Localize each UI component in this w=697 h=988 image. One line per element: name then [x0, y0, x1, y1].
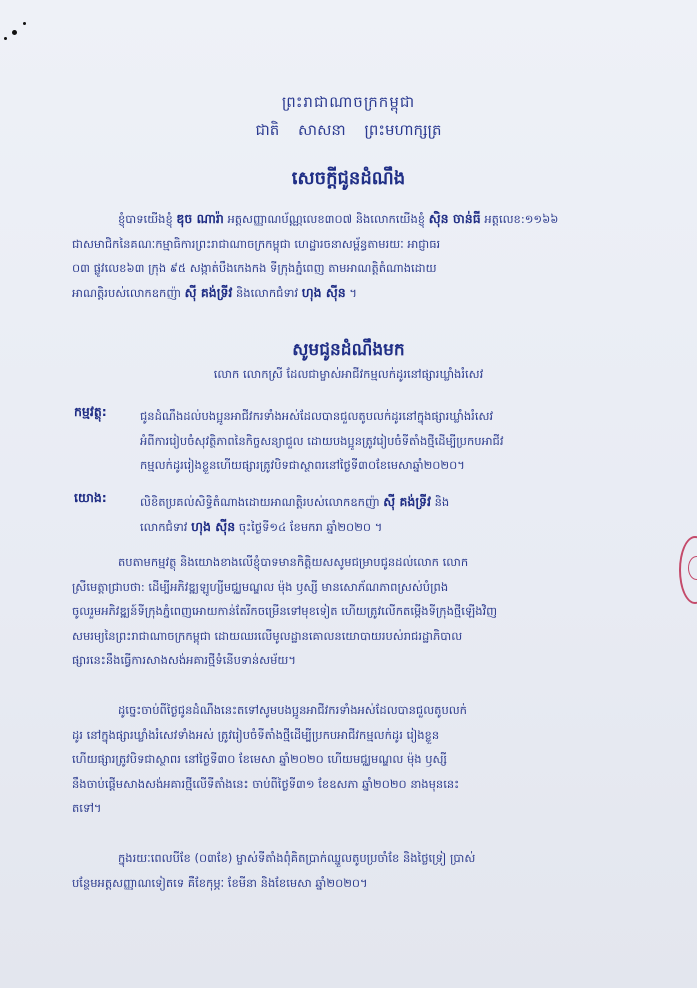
ink-speck — [12, 30, 17, 35]
subject-text: ជូនដំណឹងដល់បងប្អូនអាជីវករទាំងអស់ដែលបានជួលតូបលក់ដូរនៅក្នុងផ្សារឃ្លាំងរំសេវ អំពីការរៀបចំសុវត្ថិភាពនៃកិច្ចសន្យាជួល ដោយបងប្អូនត្រូវរៀបចំទីតាំងថ្មីដើម្បីប្រកបអាជីវ កម្មលក់ដូររៀងខ្លួនហើយផ្សារត្រូវបិទជាស្ថាពរនៅថ្ងៃទី៣០ខែមេសាឆ្នាំ២០២០។ — [140, 409, 504, 472]
reference-label: យោង: — [74, 490, 107, 505]
body-paragraph-2: ដូច្នេះចាប់ពីថ្ងៃជូនដំណឹងនេះតទៅសូមបងប្អូនអាជីវករទាំងអស់ដែលបានជួលតូបលក់ ដូរ នៅក្នុងផ្សារឃ្លាំងរំសេវទាំងអស់ ត្រូវរៀបចំទីតាំងថ្មីដើម្បីប្រកបអាជីវកម្មលក់ដូរ រៀងខ្លួន ហើយផ្សារត្រូវបិទជាស្ថាពរ នៅថ្ងៃទី៣០ ខែមេសា ឆ្នាំ២០២០ ហើយមជ្ឈមណ្ឌល ម៉ុង ឫស្សី នឹងចាប់ផ្តើមសាងសង់អគារថ្មីលើទីតាំងនេះ ចាប់ពីថ្ងៃទី៣១ ខែឧសភា ឆ្នាំ២០២០ នាងមុននេះ តទៅ។ — [72, 703, 467, 815]
name-sin-chanthy: ស៊ិន ចាន់ធី — [428, 211, 481, 226]
name-ouch-nary: ឌុច ណារ៉ា — [176, 211, 224, 226]
intro-line-1: ខ្ញុំបាទយើងខ្ញុំ ឌុច ណារ៉ា អត្តសញ្ញាណប័ណ្ណលេខ៣០៧ និងលោកយើងខ្ញុំ ស៊ិន ចាន់ធី អត្តលេខ:១១៦៦ — [118, 211, 559, 226]
notice-heading: សូមជូនដំណឹងមក — [292, 340, 405, 360]
name-sy-kongtriv: ស៊ី គង់ទ្រីវ — [184, 284, 233, 300]
ink-speck — [4, 37, 7, 40]
header-motto: ជាតិ សាសនា ព្រះមហាក្សត្រ — [255, 121, 442, 139]
reference-text: លិខិតប្រគល់សិទ្ធិតំណាងដោយអាណត្តិរបស់លោកឧកញ៉ា ស៊ី គង់ទ្រីវ និង លោកជំទាវ ហុង ស៊ីន ចុះថ្ងៃទី១៤ ខែមករា ឆ្នាំ២០២០ ។ — [140, 494, 450, 534]
subject-label: កម្មវត្ថុ: — [74, 404, 107, 419]
body-paragraph-3: ក្នុងរយៈពេលបីខែ (០៣ខែ) ម្ចាស់ទីតាំងពុំគិតប្រាក់ឈ្នួលតូបប្រចាំខែ និងថ្លៃទ្រៀ ប្រាស់ បន្ថែមអត្តសញ្ញាណទៀតទេ គឺខែកុម្ភៈ ខែមីនា និងខែមេសា ឆ្នាំ២០២០។ — [72, 851, 476, 890]
body-paragraph-1: តបតាមកម្មវត្ថុ និងយោងខាងលើខ្ញុំបាទមានកិត្តិយសសូមជម្រាបជូនដល់លោក លោក ស្រីមេត្តាជ្រាបថា: ដើម្បីអភិវឌ្ឍឡូហ្សីមជ្ឈមណ្ឌល ម៉ុង ឫស្សី មានសោភ័ណភាពស្រស់បំព្រង ចូលរួមអភិវឌ្ឍន៍ទីក្រុងភ្នំពេញអោយកាន់តែរីកចម្រើនទៅមុខទៀត ហើយត្រូវលើកតម្កើងទីក្រុងថ្មីឡើងវិញ សមរម្យនៃព្រះរាជាណាចក្រកម្ពុជា ដោយឈរលើមូលដ្ឋានគោលនយោបាយរបស់រាជរដ្ឋាភិបាល ផ្សារនេះនឹងធ្វើការសាងសង់អគារថ្មីទំនើបទាន់សម័យ។ — [72, 555, 498, 667]
intro-line-3: ០៣ ផ្លូវលេខ៦៣ ក្រុង ៩៥ សង្កាត់បឹងកេងកង ទីក្រុងភ្នំពេញ តាមអាណត្តិតំណាងដោយ — [72, 261, 437, 275]
intro-paragraph — [72, 207, 657, 305]
intro-line-2: ជាសមាជិកនៃគណៈកម្មាធិការព្រះរាជាណាចក្រកម្ពុជា ហេដ្ឋារចនាសម្ព័ន្ធតាមរយៈ អាជ្ញាធរ — [72, 236, 441, 251]
intro-line-4: អាណត្តិរបស់លោកឧកញ៉ា ស៊ី គង់ទ្រីវ និងលោកជំទាវ ហុង ស៊ីន ។ — [72, 284, 357, 300]
document-title: សេចក្តីជូនដំណឹង — [291, 168, 406, 189]
ink-speck — [23, 22, 26, 25]
header-kingdom: ព្រះរាជាណាចក្រកម្ពុជា — [281, 93, 416, 111]
notice-subheading: លោក លោកស្រី ដែលជាម្ចាស់អាជីវកម្មលក់ដូរនៅផ្សារឃ្លាំងរំសេវ — [213, 367, 484, 381]
name-hong-sin: ហុង ស៊ីន — [301, 284, 346, 300]
